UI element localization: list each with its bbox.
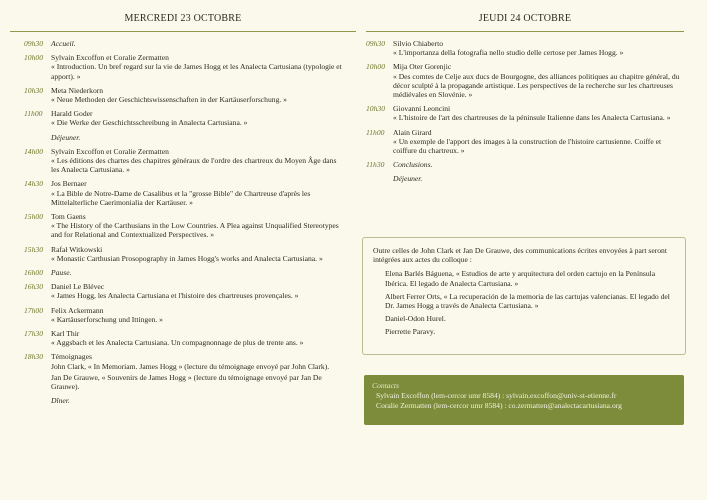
- schedule-entry: [366, 160, 684, 169]
- contributions-intro: Outre celles de John Clark et Jan De Grauwe, des communications écrites envoyées à part seront intégrées aux actes du colloque :: [373, 246, 667, 265]
- entry-speaker: Jos Bernaer: [51, 179, 87, 189]
- entry-talk-title: « Die Werke der Geschichtsschreibung in Analecta Cartusiana. »: [51, 118, 248, 128]
- entry-time: 11h00: [24, 109, 43, 119]
- schedule-entry: [24, 306, 346, 324]
- entry-speaker: Tom Gaens: [51, 212, 86, 222]
- written-contributions-box: [362, 237, 686, 355]
- entry-speaker: Daniel Le Blévec: [51, 282, 105, 292]
- schedule-entry: [24, 212, 346, 240]
- entry-time: 10h00: [366, 62, 385, 72]
- schedule-entry: [24, 396, 346, 405]
- entry-speaker: Mija Oter Gorenjic: [393, 62, 452, 72]
- schedule-entry: [24, 86, 346, 104]
- day2-schedule: [366, 39, 684, 184]
- day2-title: JEUDI 24 OCTOBRE: [366, 0, 684, 32]
- entry-speaker: Accueil.: [51, 39, 76, 48]
- contact-line[interactable]: Coralie Zermatten (lem-cercor umr 8584) : co.zermatten@analectacartusiana.org: [376, 401, 622, 410]
- schedule-entry: [24, 282, 346, 300]
- entry-time: 11h00: [366, 127, 385, 137]
- schedule-entry: [24, 147, 346, 175]
- day1-schedule: [24, 39, 346, 406]
- day2-column: [366, 0, 684, 189]
- contacts-title: Contacts: [372, 381, 400, 390]
- entry-time: 18h30: [24, 352, 43, 362]
- entry-time: 10h30: [24, 85, 43, 95]
- entry-time: 15h30: [24, 244, 43, 254]
- entry-talk-title: « Les éditions des chartes des chapitres généraux de l'ordre des chartreux du Moyen Âge dans les Analecta Cartusiana. »: [51, 156, 337, 175]
- schedule-entry: [24, 109, 346, 127]
- schedule-entry: [24, 352, 346, 391]
- entry-talk-title: « La Bible de Notre-Dame de Casalibus et la "grosse Bible" de Chartreuse d'après les Mittelalterliche Caerimonialia der Kartäuser. »: [51, 188, 311, 207]
- entry-time: 14h30: [24, 179, 43, 189]
- entry-time: 16h30: [24, 282, 43, 292]
- schedule-entry: [24, 53, 346, 81]
- entry-time: 17h00: [24, 305, 43, 315]
- entry-speaker: Pause.: [51, 268, 72, 278]
- entry-speaker: Silvio Chiaberto: [393, 39, 443, 48]
- schedule-entry: [24, 133, 346, 142]
- entry-talk-title: « Un exemple de l'apport des images à la construction de l'histoire cartusienne. Coiffe et coiffure du chartreux. »: [393, 136, 662, 156]
- entry-speaker: Déjeuner.: [51, 132, 81, 142]
- entry-speaker: Alain Girard: [393, 127, 432, 137]
- entry-time: 14h00: [24, 146, 43, 156]
- entry-talk-title: John Clark, « In Memoriam. James Hogg » (lecture du témoignage envoyé par John Clark).: [51, 361, 330, 371]
- entry-talk-title: « L'importanza della fotografia nello studio delle certose per James Hogg. »: [393, 48, 624, 58]
- schedule-entry: [366, 104, 684, 122]
- entry-time: 16h00: [24, 268, 43, 278]
- entry-talk-title: « Kartäuserforschung und Ittingen. »: [51, 314, 163, 324]
- entry-time: 11h30: [366, 160, 385, 170]
- entry-time: 09h30: [24, 39, 43, 48]
- entry-speaker: Sylvain Excoffon et Coralie Zermatten: [51, 53, 169, 63]
- entry-speaker: Témoignages: [51, 352, 92, 362]
- entry-talk-title: « Monastic Carthusian Prosopography in James Hogg's works and Analecta Cartusiana. »: [51, 253, 323, 263]
- contribution-item: Pierrette Paravy.: [385, 327, 436, 337]
- entry-talk-title: « Aggsbach et les Analecta Cartusiana. Un compagnonnage de plus de trente ans. »: [51, 338, 304, 348]
- contacts-box: [364, 375, 684, 425]
- entry-time: [366, 174, 393, 183]
- entry-speaker: Déjeuner.: [393, 174, 423, 184]
- entry-speaker: Dîner.: [51, 396, 70, 406]
- entry-time: 10h00: [24, 53, 43, 63]
- entry-extra: Jan De Grauwe, « Souvenirs de James Hogg » (lecture du témoignage envoyé par Jan De Grauwe).: [51, 372, 322, 392]
- schedule-entry: [24, 329, 346, 347]
- entry-time: 10h30: [366, 104, 385, 114]
- entry-speaker: Meta Niederkorn: [51, 85, 104, 95]
- schedule-entry: [366, 174, 684, 183]
- entry-speaker: Karl Thir: [51, 329, 80, 339]
- schedule-entry: [366, 62, 684, 99]
- entry-speaker: Giovanni Leoncini: [393, 104, 451, 114]
- entry-speaker: Rafał Witkowski: [51, 244, 103, 254]
- schedule-entry: [366, 39, 684, 57]
- entry-speaker: Felix Ackermann: [51, 305, 104, 315]
- schedule-entry: [366, 128, 684, 156]
- schedule-entry: [24, 268, 346, 277]
- contact-line[interactable]: Sylvain Excoffon (lem-cercor umr 8584) : sylvain.excoffon@univ-st-etienne.fr: [376, 391, 617, 400]
- entry-time: 17h30: [24, 329, 43, 339]
- entry-speaker: Harald Goder: [51, 109, 93, 119]
- contribution-item: Albert Ferrer Orts, « La recuperación de la memoria de las cartujas valencianas. El legado del Dr. James Hogg a través de Analecta Cartusiana. »: [385, 291, 670, 311]
- entry-speaker: Sylvain Excoffon et Coralie Zermatten: [51, 146, 169, 156]
- entry-talk-title: « The History of the Carthusians in the Low Countries. A Plea against Unqualified Stereotypes and for Relational and Contextualized Perspectives. »: [51, 221, 339, 240]
- day1-title: MERCREDI 23 OCTOBRE: [10, 0, 356, 32]
- entry-time: [24, 396, 51, 405]
- entry-talk-title: « Introduction. Un bref regard sur la vie de James Hogg et les Analecta Cartusiana (typologie et apport). »: [51, 62, 342, 81]
- entry-time: [24, 133, 51, 142]
- entry-time: 15h00: [24, 212, 43, 222]
- entry-time: 09h30: [366, 39, 385, 48]
- entry-speaker: Conclusions.: [393, 160, 433, 170]
- entry-talk-title: « L'histoire de l'art des chartreuses de la péninsule Italienne dans les Analecta Cartusiana. »: [393, 113, 671, 123]
- schedule-entry: [24, 39, 346, 48]
- schedule-entry: [24, 245, 346, 263]
- entry-talk-title: « Des comtes de Celje aux ducs de Bourgogne, des alliances politiques au chapitre général, du décor sculpté à la propagande artistique. Les perspectives de la recherche sur les chartreuses médiévales en Slovénie. »: [393, 71, 680, 100]
- entry-talk-title: « Neue Methoden der Geschichtswissenschaften in der Kartäuserforschung. »: [51, 95, 287, 105]
- day1-column: [24, 0, 346, 411]
- entry-talk-title: « James Hogg, les Analecta Cartusiana et l'histoire des chartreuses provençales. »: [51, 291, 299, 301]
- contribution-item: Elena Barlés Báguena, « Estudios de arte y arquitectura del orden cartujo en la Península Ibérica. El legado de Analecta Cartusiana. »: [385, 269, 656, 288]
- contribution-item: Daniel-Odon Hurel.: [385, 314, 446, 324]
- schedule-entry: [24, 179, 346, 207]
